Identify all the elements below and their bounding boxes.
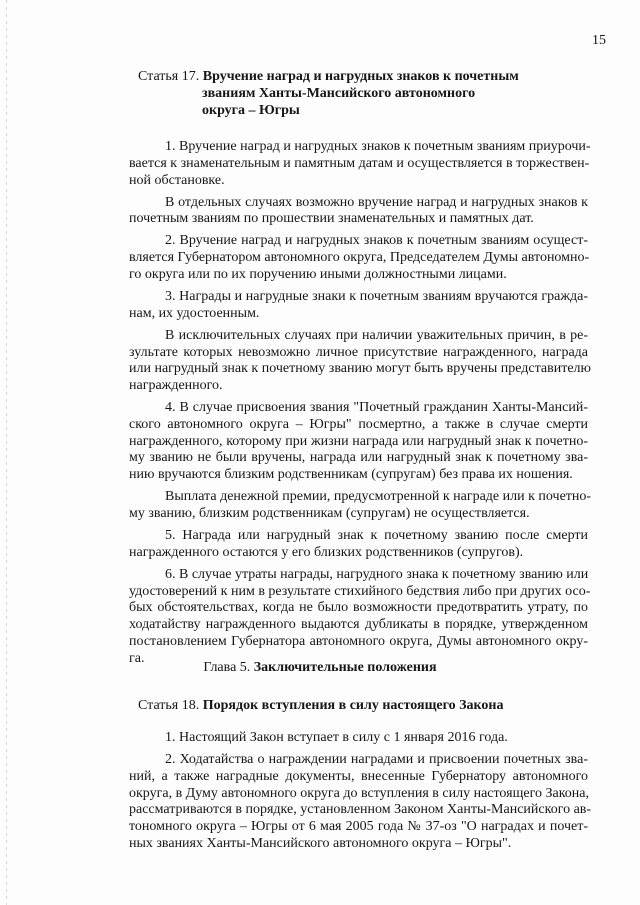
- article-17-title-line1: Вручение наград и нагрудных знаков к почетным: [202, 69, 519, 84]
- article-17-body: [93, 139, 592, 673]
- paragraph-line: 5. Награда или нагрудный знак к почетному званию после смерти: [165, 528, 588, 544]
- paragraph: [93, 400, 588, 484]
- paragraph-line: 4. В случае присвоения звания "Почетный гражданин Ханты-Мансий-: [165, 400, 588, 416]
- paragraph-line: ной обстановке.: [129, 172, 225, 188]
- paragraph-line: вляется Губернатором автономного округа, Председателем Думы автономно-: [129, 250, 590, 266]
- paragraph-line: 1. Вручение наград и нагрудных знаков к почетным званиям приурочи-: [165, 139, 591, 154]
- paragraph-line: В исключительных случаях при наличии уважительных причин, в ре-: [165, 327, 588, 343]
- paragraph-line: награжденного.: [129, 378, 223, 394]
- paragraph-line: 6. В случае утраты награды, нагрудного знака к почетному званию или: [165, 566, 589, 582]
- article-17-title-line3: округа – Югры: [202, 103, 300, 118]
- paragraph-line: округа, в Думу автономного округа до вступления в силу настоящего Закона,: [129, 785, 590, 801]
- article-18-heading: [138, 697, 578, 714]
- paragraph-line: му званию не были вручены, награда или нагрудный знак к почетному зва-: [129, 450, 588, 466]
- paragraph-line: 2. Вручение наград и нагрудных знаков к почетным званиям осущест-: [165, 233, 588, 249]
- paragraph-line: или нагрудный знак к почетному званию могут быть вручены представителю: [129, 361, 591, 377]
- paragraph-line: вается к знаменательным и памятным датам и осуществляется в торжествен-: [129, 155, 590, 171]
- paragraph-line: удостоверений к ним в результате стихийного бедствия либо при других осо-: [129, 583, 591, 599]
- paragraph: [93, 528, 588, 562]
- paragraph-line: му званию, близким родственникам (супругам) не осуществляется.: [129, 506, 530, 522]
- paragraph-line: ходатайству награжденного выдаются дубликаты в порядке, утвержденном: [129, 617, 588, 633]
- paragraph-line: В отдельных случаях возможно вручение наград и нагрудных знаков к: [165, 194, 588, 210]
- paragraph-line: бых обстоятельствах, когда не было возможности предотвратить утрату, по: [129, 600, 588, 616]
- paragraph: [93, 751, 592, 853]
- paragraph: [93, 730, 588, 747]
- paragraph-line: нам, их удостоенным.: [129, 305, 260, 321]
- scan-edge-artifact: [6, 0, 7, 905]
- paragraph-line: награжденного остаются у его близких родственников (супругов).: [129, 544, 524, 560]
- paragraph: [93, 289, 588, 323]
- article-17-title-line2: званиям Ханты-Мансийского автономного: [202, 86, 476, 101]
- paragraph-line: ского автономного округа – Югры" посмертно, а также в случае смерти: [129, 416, 588, 432]
- paragraph-line: го округа или по их поручению иными должностными лицами.: [129, 266, 507, 282]
- paragraph: [93, 327, 591, 395]
- paragraph-line: тономного округа – Югры от 6 мая 2005 года № 37-оз "О наградах и почет-: [129, 819, 588, 835]
- article-17-heading: [138, 68, 578, 119]
- paragraph-line: 3. Награды и нагрудные знаки к почетным званиям вручаются гражда-: [165, 288, 588, 304]
- paragraph-line: 1. Настоящий Закон вступает в силу с 1 января 2016 года.: [165, 730, 508, 745]
- paragraph-line: постановлением Губернатора автономного округа, Думы автономного окру-: [129, 634, 588, 650]
- paragraph: [93, 195, 588, 229]
- paragraph: [93, 566, 591, 668]
- paragraph-line: рассматриваются в порядке, установленном Законом Ханты-Мансийского ав-: [129, 802, 592, 818]
- chapter-5-title: Заключительные положения: [253, 660, 437, 675]
- article-17-label: Статья 17.: [138, 69, 200, 84]
- paragraph-line: почетным званиям по прошествии знаменательных и памятных дат.: [129, 211, 534, 227]
- chapter-5-heading: [0, 659, 640, 676]
- article-18-label: Статья 18.: [138, 698, 200, 713]
- page-number: 15: [592, 33, 606, 48]
- paragraph-line: нию вручаются близким родственникам (супругам) без права их ношения.: [129, 467, 573, 483]
- article-18-body: [93, 730, 592, 858]
- article-18-title: Порядок вступления в силу настоящего Закона: [202, 698, 504, 713]
- paragraph-line: ных званиях Ханты-Мансийского автономного округа – Югры".: [129, 835, 512, 851]
- paragraph: [93, 139, 591, 189]
- chapter-5-label: Глава 5.: [203, 660, 251, 675]
- paragraph-line: награжденного, которому при жизни награда или нагрудный знак к почетно-: [129, 433, 588, 449]
- paragraph-line: га.: [129, 650, 145, 666]
- paragraph-line: зультате которых невозможно личное присутствие награжденного, награда: [129, 344, 588, 360]
- paragraph-line: Выплата денежной премии, предусмотренной к награде или к почетно-: [165, 489, 592, 505]
- paragraph: [93, 233, 588, 283]
- paragraph-line: 2. Ходатайства о награждении наградами и присвоении почетных зва-: [165, 751, 588, 767]
- paragraph-line: ний, а также наградные документы, внесенные Губернатору автономного: [129, 768, 588, 784]
- paragraph: [93, 489, 592, 523]
